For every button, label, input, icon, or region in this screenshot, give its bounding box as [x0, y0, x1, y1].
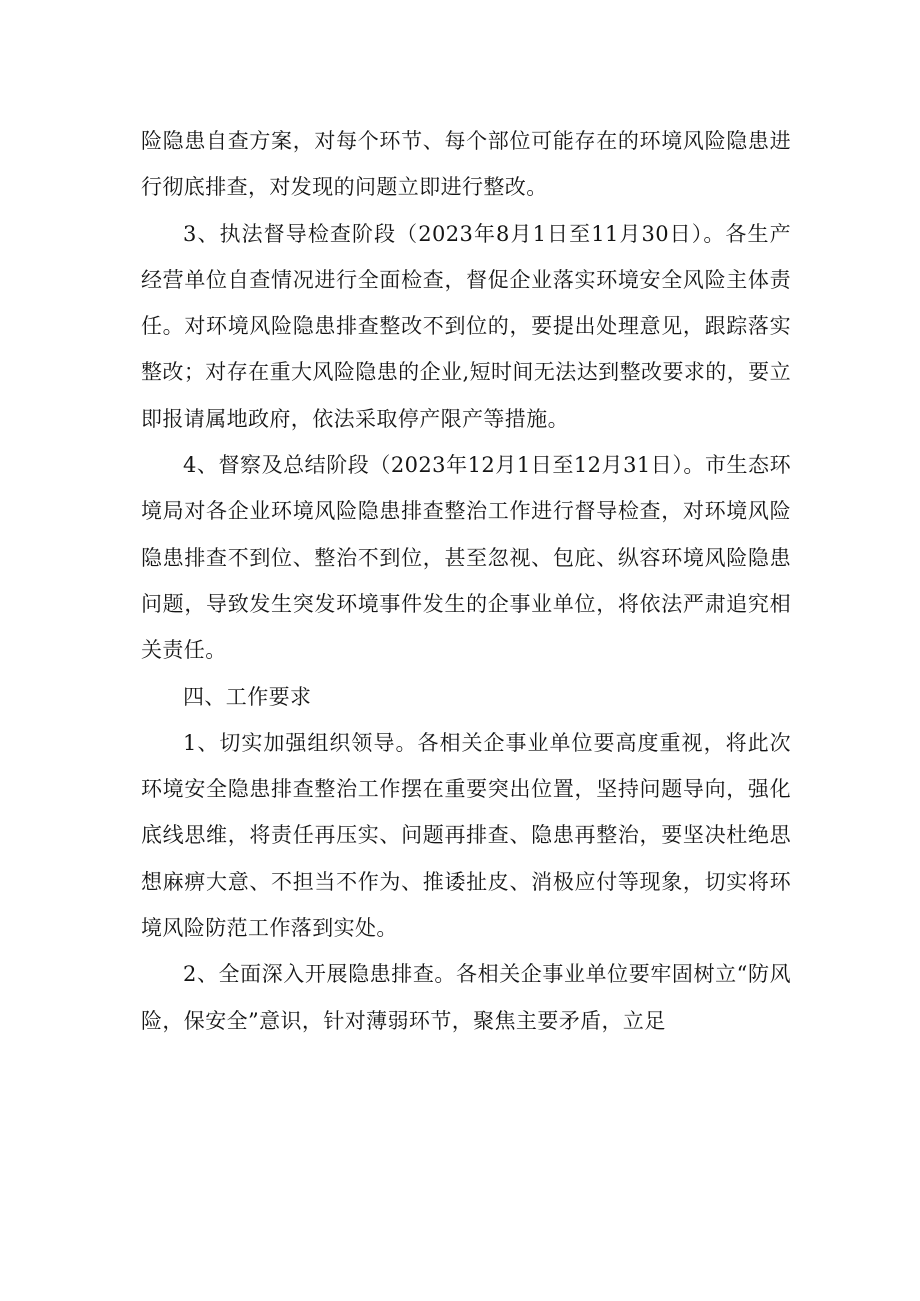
- paragraph-continuation: 险隐患自查方案，对每个环节、每个部位可能存在的环境风险隐患进行彻底排查，对发现的问题立即进行整改。: [141, 129, 791, 200]
- paragraph-stage-3: 3、执法督导检查阶段（2023年8月1日至11月30日）。各生产经营单位自查情况进行全面检查，督促企业落实环境安全风险主体责任。对环境风险隐患排查整改不到位的，要提出处理意见，跟踪落实整改；对存在重大风险隐患的企业,短时间无法达到整改要求的，要立即报请属地政府，依法采取停产限产等措施。: [141, 221, 791, 431]
- paragraph-requirement-1: 1、切实加强组织领导。各相关企事业单位要高度重视，将此次环境安全隐患排查整治工作摆在重要突出位置，坚持问题导向，强化底线思维，将责任再压实、问题再排查、隐患再整治，要坚决杜绝思想麻痹大意、不担当不作为、推诿扯皮、消极应付等现象，切实将环境风险防范工作落到实处。: [141, 730, 791, 941]
- paragraph-stage-4: 4、督察及总结阶段（2023年12月1日至12月31日）。市生态环境局对各企业环境风险隐患排查整治工作进行督导检查，对环境风险隐患排查不到位、整治不到位，甚至忽视、包庇、纵容环境风险隐患问题，导致发生突发环境事件发生的企事业单位，将依法严肃追究相关责任。: [141, 453, 791, 663]
- document-body: [141, 118, 791, 1044]
- paragraph-requirement-2: 2、全面深入开展隐患排查。各相关企事业单位要牢固树立“防风险，保安全”意识，针对薄弱环节，聚焦主要矛盾，立足: [141, 962, 791, 1033]
- section-heading-work-requirements: 四、工作要求: [183, 684, 312, 709]
